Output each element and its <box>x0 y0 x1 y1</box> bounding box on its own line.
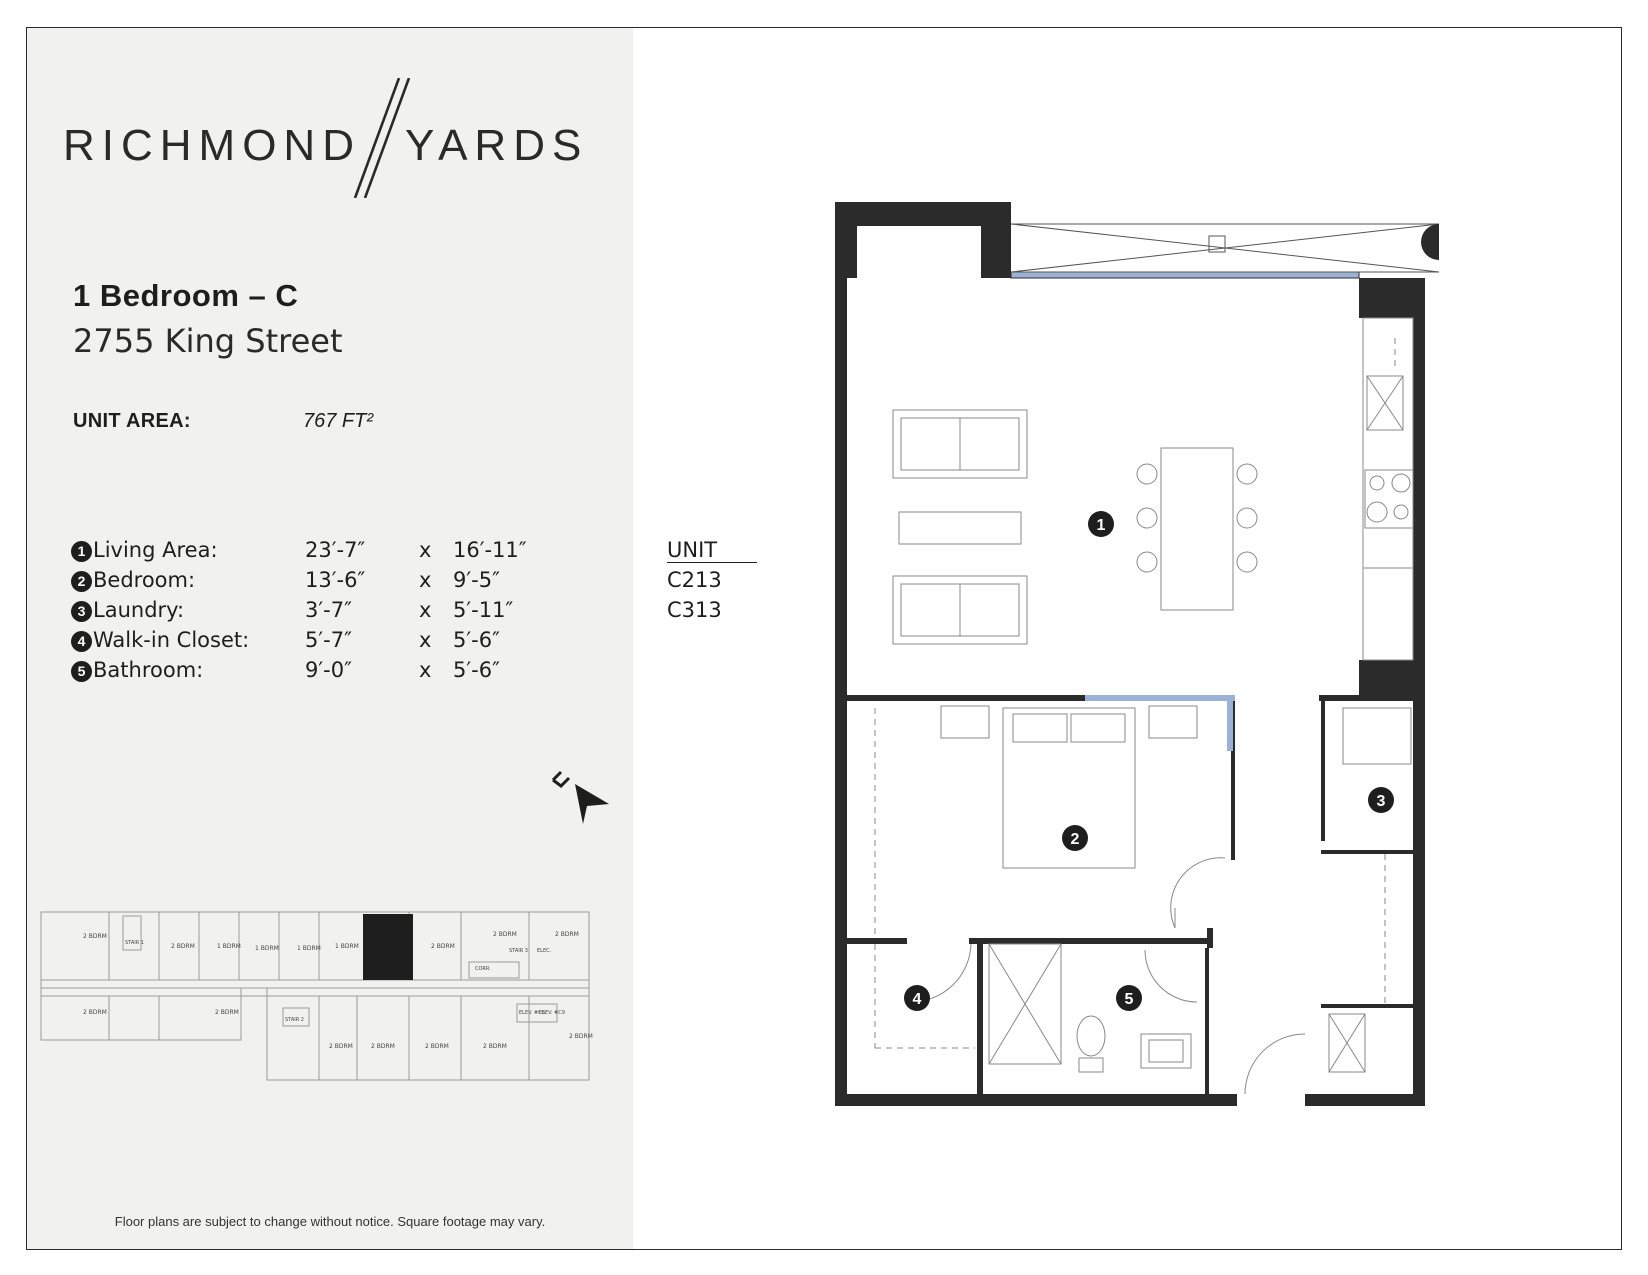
room-name: Bathroom: <box>93 658 204 682</box>
keyplan-label: STAIR 2 <box>285 1017 304 1023</box>
keyplan-label: 1 BDRM <box>335 943 359 950</box>
toilet <box>1077 1016 1105 1056</box>
keyplan-label: 2 BDRM <box>83 933 107 940</box>
keyplan-label: 1 BDRM <box>255 945 279 952</box>
room-number-badge: 1 <box>71 541 92 562</box>
dimension-separator: x <box>419 628 432 652</box>
keyplan-label: 2 BDRM <box>493 931 517 938</box>
keyplan-label: 2 BDRM <box>83 1009 107 1016</box>
washer <box>1343 708 1411 764</box>
window-glass-bedroom <box>1085 695 1235 701</box>
keyplan-label: ELEV. #C9 <box>539 1010 565 1016</box>
window-glass-top <box>1011 272 1359 278</box>
keyplan-label: 2 BDRM <box>555 931 579 938</box>
room-name: Living Area: <box>93 538 218 562</box>
keyplan-label: 1 BDRM <box>217 943 241 950</box>
bedroom-door-swing <box>1171 858 1225 928</box>
room-width: 5′-7″ <box>305 628 352 652</box>
coffee-table <box>899 512 1021 544</box>
keyplan-label: STAIR 1 <box>125 940 144 946</box>
current-unit-highlight <box>363 914 413 980</box>
room-marker: 1 <box>1096 517 1106 534</box>
room-number-badge: 3 <box>71 601 92 622</box>
keyplan-label: STAIR 3 <box>509 948 528 954</box>
bathroom-door-swing <box>1145 950 1197 1002</box>
brand-logo-left: RICHMOND <box>63 121 361 170</box>
room-marker: 4 <box>912 991 922 1008</box>
room-length: 5′-11″ <box>453 598 514 622</box>
disclaimer-text: Floor plans are subject to change without notice. Square footage may vary. <box>114 1214 546 1229</box>
dimension-separator: x <box>419 538 432 562</box>
exterior-wall-right <box>1413 278 1425 1106</box>
logo-slash-left <box>355 78 399 198</box>
room-number-badge: 2 <box>71 571 92 592</box>
brand-logo-right: YARDS <box>405 121 589 170</box>
unit-address: 2755 King Street <box>73 322 343 360</box>
room-name: Bedroom: <box>93 568 196 592</box>
keyplan-label: CORR. <box>475 966 491 972</box>
room-marker: 3 <box>1376 793 1386 810</box>
north-arrow-icon <box>547 766 617 836</box>
keyplan-label: 2 BDRM <box>329 1043 353 1050</box>
corner-column <box>835 202 1011 278</box>
room-length: 5′-6″ <box>453 658 500 682</box>
keyplan-label: ELEV. #C8 <box>519 1010 545 1016</box>
room-length: 9′-5″ <box>453 568 500 592</box>
keyplan-label: 2 BDRM <box>569 1033 593 1040</box>
exterior-wall-left <box>835 202 847 1104</box>
room-number-badge: 4 <box>71 631 92 652</box>
room-width: 3′-7″ <box>305 598 352 622</box>
unit-type-title: 1 Bedroom – C <box>73 278 299 313</box>
room-marker: 2 <box>1070 831 1080 848</box>
brand-logo <box>63 78 603 198</box>
keyplan-label: 2 BDRM <box>425 1043 449 1050</box>
keyplan-label: 2 BDRM <box>483 1043 507 1050</box>
unit-list-heading: UNIT <box>667 538 757 563</box>
entry-door-swing <box>1245 1034 1305 1094</box>
keyplan-label: 2 BDRM <box>431 943 455 950</box>
room-length: 5′-6″ <box>453 628 500 652</box>
keyplan-label: 1 BDRM <box>297 945 321 952</box>
room-length: 16′-11″ <box>453 538 527 562</box>
room-width: 23′-7″ <box>305 538 366 562</box>
exterior-wall-bottom <box>835 1094 1237 1106</box>
nightstand <box>1149 706 1197 738</box>
room-number-badge: 5 <box>71 661 92 682</box>
unit-number: C313 <box>667 598 722 622</box>
bedroom-wall-top <box>841 695 1085 701</box>
keyplan-label: ELEC. <box>537 948 552 954</box>
nightstand <box>941 706 989 738</box>
room-name: Walk-in Closet: <box>93 628 250 652</box>
column-top-right <box>1359 278 1413 318</box>
dimension-separator: x <box>419 568 432 592</box>
kitchen-counter <box>1363 318 1413 660</box>
room-width: 13′-6″ <box>305 568 366 592</box>
dimension-separator: x <box>419 598 432 622</box>
unit-area-label: UNIT AREA: <box>73 410 191 432</box>
unit-number: C213 <box>667 568 722 592</box>
dining-table <box>1161 448 1233 610</box>
building-key-plan <box>39 908 619 1088</box>
keyplan-label: 2 BDRM <box>171 943 195 950</box>
unit-floor-plan <box>835 168 1475 1128</box>
floor-plan-sheet <box>26 27 1622 1250</box>
keyplan-label: 2 BDRM <box>215 1009 239 1016</box>
keyplan-label: 2 BDRM <box>371 1043 395 1050</box>
dimension-separator: x <box>419 658 432 682</box>
info-panel <box>27 28 633 1249</box>
room-marker: 5 <box>1124 991 1134 1008</box>
unit-area-value: 767 FT² <box>303 410 374 432</box>
column-mid-right <box>1359 660 1413 700</box>
room-name: Laundry: <box>93 598 185 622</box>
laundry-wall-top <box>1319 695 1415 701</box>
exterior-wall-bottom-right <box>1305 1094 1421 1106</box>
cooktop <box>1365 470 1413 528</box>
room-width: 9′-0″ <box>305 658 352 682</box>
balcony <box>1011 224 1439 272</box>
logo-slash-right <box>365 78 409 198</box>
